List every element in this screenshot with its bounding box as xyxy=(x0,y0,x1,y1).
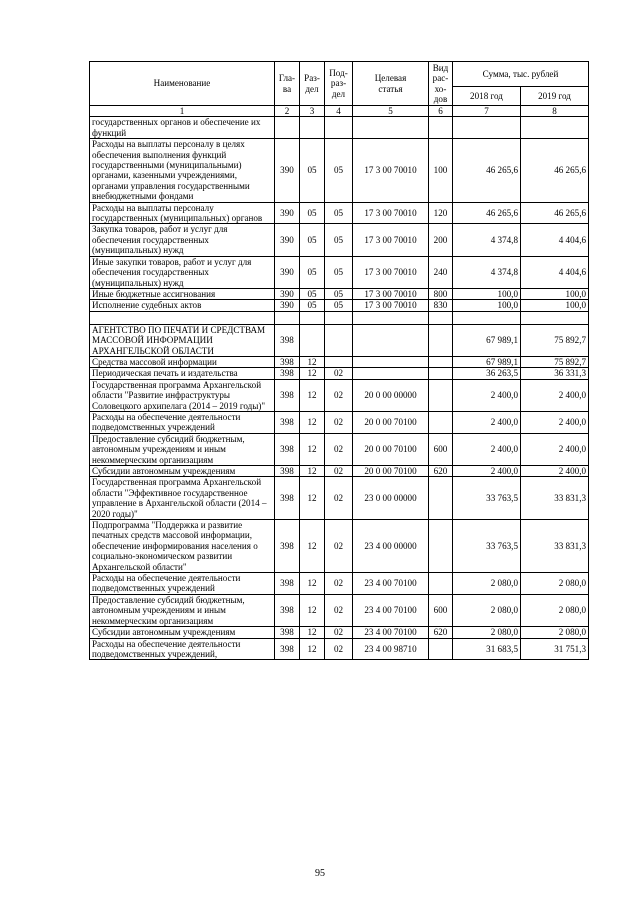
header-name: Наименование xyxy=(90,62,275,106)
podrazdel-cell xyxy=(325,356,353,367)
target-cell: 23 4 00 98710 xyxy=(353,638,429,660)
sum-2019-cell: 2 080,0 xyxy=(521,573,589,595)
glava-cell: 398 xyxy=(275,573,300,595)
row-name: Подпрограмма "Поддержка и развитие печатных средств массовой информации, обеспечение информирования населения о социально-экономическом развитии Архангельской области" xyxy=(90,520,275,573)
razdel-cell: 05 xyxy=(300,300,325,311)
sum-2019-cell: 2 080,0 xyxy=(521,627,589,638)
row-name: государственных органов и обеспечение их функций xyxy=(90,117,275,139)
row-name: Периодическая печать и издательства xyxy=(90,368,275,379)
header-podrazdel: Под- раз- дел xyxy=(325,62,353,106)
target-cell: 20 0 00 70100 xyxy=(353,466,429,477)
razdel-cell: 12 xyxy=(300,368,325,379)
sum-2018-cell: 67 989,1 xyxy=(453,324,521,356)
razdel-cell: 12 xyxy=(300,433,325,465)
sum-2019-cell: 36 331,3 xyxy=(521,368,589,379)
glava-cell: 398 xyxy=(275,411,300,433)
row-name: Расходы на обеспечение деятельности подведомственных учреждений xyxy=(90,573,275,595)
glava-cell: 390 xyxy=(275,139,300,202)
vid-cell: 120 xyxy=(429,202,453,224)
column-index: 6 xyxy=(429,106,453,117)
vid-cell xyxy=(429,356,453,367)
sum-2018-cell: 33 763,5 xyxy=(453,477,521,520)
glava-cell: 390 xyxy=(275,202,300,224)
sum-2018-cell: 2 080,0 xyxy=(453,573,521,595)
glava-cell: 398 xyxy=(275,433,300,465)
razdel-cell: 12 xyxy=(300,411,325,433)
sum-2019-cell xyxy=(521,311,589,324)
sum-2019-cell: 2 400,0 xyxy=(521,411,589,433)
vid-cell xyxy=(429,117,453,139)
razdel-cell: 05 xyxy=(300,224,325,256)
target-cell: 23 4 00 00000 xyxy=(353,520,429,573)
podrazdel-cell: 05 xyxy=(325,300,353,311)
sum-2018-cell: 46 265,6 xyxy=(453,139,521,202)
row-name: Закупка товаров, работ и услуг для обеспечения государственных (муниципальных) нужд xyxy=(90,224,275,256)
razdel-cell: 12 xyxy=(300,573,325,595)
sum-2018-cell: 100,0 xyxy=(453,300,521,311)
table-row xyxy=(90,520,589,573)
target-cell xyxy=(353,324,429,356)
target-cell xyxy=(353,117,429,139)
sum-2019-cell: 4 404,6 xyxy=(521,224,589,256)
razdel-cell: 05 xyxy=(300,202,325,224)
sum-2019-cell: 4 404,6 xyxy=(521,256,589,288)
vid-cell xyxy=(429,477,453,520)
vid-cell: 620 xyxy=(429,627,453,638)
sum-2018-cell: 2 080,0 xyxy=(453,594,521,626)
target-cell xyxy=(353,311,429,324)
table-row xyxy=(90,224,589,256)
podrazdel-cell: 05 xyxy=(325,288,353,299)
sum-2019-cell: 100,0 xyxy=(521,300,589,311)
glava-cell: 398 xyxy=(275,379,300,411)
row-name: Государственная программа Архангельской области "Развитие инфраструктуры Соловецкого архипелага (2014 – 2019 годы)" xyxy=(90,379,275,411)
podrazdel-cell: 02 xyxy=(325,627,353,638)
column-index: 5 xyxy=(353,106,429,117)
glava-cell: 398 xyxy=(275,324,300,356)
vid-cell: 100 xyxy=(429,139,453,202)
sum-2018-cell: 2 400,0 xyxy=(453,379,521,411)
glava-cell: 398 xyxy=(275,627,300,638)
sum-2019-cell: 46 265,6 xyxy=(521,202,589,224)
sum-2019-cell: 75 892,7 xyxy=(521,356,589,367)
row-name: Расходы на обеспечение деятельности подведомственных учреждений, xyxy=(90,638,275,660)
column-index: 8 xyxy=(521,106,589,117)
glava-cell: 398 xyxy=(275,477,300,520)
target-cell: 17 3 00 70010 xyxy=(353,139,429,202)
sum-2019-cell: 33 831,3 xyxy=(521,520,589,573)
vid-cell: 240 xyxy=(429,256,453,288)
column-index: 4 xyxy=(325,106,353,117)
table-row xyxy=(90,139,589,202)
glava-cell: 390 xyxy=(275,256,300,288)
header-year-2019: 2019 год xyxy=(521,87,589,106)
podrazdel-cell: 02 xyxy=(325,411,353,433)
row-name: Предоставление субсидий бюджетным, автономным учреждениям и иным некоммерческим организациям xyxy=(90,433,275,465)
vid-cell xyxy=(429,379,453,411)
table-row xyxy=(90,117,589,139)
podrazdel-cell xyxy=(325,311,353,324)
sum-2019-cell: 2 400,0 xyxy=(521,379,589,411)
target-cell: 23 4 00 70100 xyxy=(353,627,429,638)
sum-2018-cell xyxy=(453,311,521,324)
razdel-cell xyxy=(300,311,325,324)
sum-2018-cell: 100,0 xyxy=(453,288,521,299)
column-index: 3 xyxy=(300,106,325,117)
table-row xyxy=(90,466,589,477)
razdel-cell: 12 xyxy=(300,627,325,638)
row-name: Иные бюджетные ассигнования xyxy=(90,288,275,299)
row-name: Расходы на обеспечение деятельности подведомственных учреждений xyxy=(90,411,275,433)
sum-2019-cell: 31 751,3 xyxy=(521,638,589,660)
glava-cell: 398 xyxy=(275,638,300,660)
razdel-cell: 05 xyxy=(300,139,325,202)
target-cell: 17 3 00 70010 xyxy=(353,288,429,299)
podrazdel-cell: 05 xyxy=(325,224,353,256)
section-row xyxy=(90,324,589,356)
sum-2019-cell: 2 400,0 xyxy=(521,466,589,477)
table-row xyxy=(90,256,589,288)
sum-2018-cell: 36 263,5 xyxy=(453,368,521,379)
glava-cell xyxy=(275,311,300,324)
vid-cell xyxy=(429,324,453,356)
sum-2018-cell: 2 400,0 xyxy=(453,466,521,477)
razdel-cell: 12 xyxy=(300,638,325,660)
sum-2018-cell: 46 265,6 xyxy=(453,202,521,224)
razdel-cell: 05 xyxy=(300,288,325,299)
razdel-cell xyxy=(300,117,325,139)
target-cell: 17 3 00 70010 xyxy=(353,300,429,311)
table-body xyxy=(90,106,589,660)
podrazdel-cell: 05 xyxy=(325,256,353,288)
row-name xyxy=(90,311,275,324)
podrazdel-cell: 02 xyxy=(325,594,353,626)
sum-2018-cell: 33 763,5 xyxy=(453,520,521,573)
glava-cell: 390 xyxy=(275,224,300,256)
blank-row xyxy=(90,311,589,324)
podrazdel-cell: 05 xyxy=(325,202,353,224)
glava-cell: 398 xyxy=(275,594,300,626)
target-cell: 20 0 00 70100 xyxy=(353,433,429,465)
sum-2019-cell: 33 831,3 xyxy=(521,477,589,520)
razdel-cell: 12 xyxy=(300,379,325,411)
vid-cell xyxy=(429,638,453,660)
column-index-row xyxy=(90,106,589,117)
target-cell: 23 4 00 70100 xyxy=(353,594,429,626)
podrazdel-cell: 02 xyxy=(325,368,353,379)
vid-cell: 800 xyxy=(429,288,453,299)
header-year-2018: 2018 год xyxy=(453,87,521,106)
sum-2018-cell: 4 374,8 xyxy=(453,224,521,256)
vid-cell: 600 xyxy=(429,433,453,465)
glava-cell: 390 xyxy=(275,288,300,299)
glava-cell: 398 xyxy=(275,466,300,477)
page-number: 95 xyxy=(315,868,325,879)
column-index: 2 xyxy=(275,106,300,117)
target-cell: 23 4 00 70100 xyxy=(353,573,429,595)
podrazdel-cell: 02 xyxy=(325,573,353,595)
sum-2018-cell: 31 683,5 xyxy=(453,638,521,660)
target-cell xyxy=(353,356,429,367)
vid-cell xyxy=(429,520,453,573)
glava-cell: 398 xyxy=(275,520,300,573)
podrazdel-cell: 02 xyxy=(325,433,353,465)
header-sum: Сумма, тыс. рублей xyxy=(453,62,589,87)
row-name: АГЕНТСТВО ПО ПЕЧАТИ И СРЕДСТВАМ МАССОВОЙ ИНФОРМАЦИИ АРХАНГЕЛЬСКОЙ ОБЛАСТИ xyxy=(90,324,275,356)
table-row xyxy=(90,627,589,638)
vid-cell: 600 xyxy=(429,594,453,626)
column-index: 7 xyxy=(453,106,521,117)
row-name: Государственная программа Архангельской области "Эффективное государственное управление в Архангельской области (2014 – 2020 годы)" xyxy=(90,477,275,520)
sum-2018-cell: 2 400,0 xyxy=(453,411,521,433)
row-name: Исполнение судебных актов xyxy=(90,300,275,311)
header-glava: Гла- ва xyxy=(275,62,300,106)
podrazdel-cell: 02 xyxy=(325,379,353,411)
table-row xyxy=(90,477,589,520)
sum-2018-cell: 2 400,0 xyxy=(453,433,521,465)
header-vid: Вид рас- хо- дов xyxy=(429,62,453,106)
target-cell: 17 3 00 70010 xyxy=(353,256,429,288)
razdel-cell: 12 xyxy=(300,356,325,367)
table-row xyxy=(90,202,589,224)
column-index: 1 xyxy=(90,106,275,117)
sum-2019-cell: 2 400,0 xyxy=(521,433,589,465)
table-row xyxy=(90,433,589,465)
razdel-cell: 05 xyxy=(300,256,325,288)
podrazdel-cell: 02 xyxy=(325,638,353,660)
sum-2019-cell: 2 080,0 xyxy=(521,594,589,626)
sum-2018-cell: 67 989,1 xyxy=(453,356,521,367)
table-row xyxy=(90,368,589,379)
razdel-cell: 12 xyxy=(300,520,325,573)
glava-cell: 398 xyxy=(275,368,300,379)
row-name: Расходы на выплаты персоналу в целях обеспечения выполнения функций государственными (муниципальными) органами, казенными учреждениями, органами управления государственными внебюджетными фондами xyxy=(90,139,275,202)
razdel-cell: 12 xyxy=(300,477,325,520)
target-cell: 23 0 00 00000 xyxy=(353,477,429,520)
table-row xyxy=(90,300,589,311)
vid-cell xyxy=(429,573,453,595)
header-target: Целевая статья xyxy=(353,62,429,106)
target-cell: 20 0 00 70100 xyxy=(353,411,429,433)
table-row xyxy=(90,356,589,367)
sum-2019-cell: 100,0 xyxy=(521,288,589,299)
glava-cell xyxy=(275,117,300,139)
row-name: Предоставление субсидий бюджетным, автономным учреждениям и иным некоммерческим организациям xyxy=(90,594,275,626)
podrazdel-cell: 02 xyxy=(325,477,353,520)
target-cell: 17 3 00 70010 xyxy=(353,224,429,256)
table-row xyxy=(90,638,589,660)
vid-cell: 830 xyxy=(429,300,453,311)
podrazdel-cell xyxy=(325,117,353,139)
row-name: Иные закупки товаров, работ и услуг для обеспечения государственных (муниципальных) нужд xyxy=(90,256,275,288)
vid-cell: 200 xyxy=(429,224,453,256)
row-name: Субсидии автономным учреждениям xyxy=(90,466,275,477)
sum-2018-cell: 4 374,8 xyxy=(453,256,521,288)
razdel-cell xyxy=(300,324,325,356)
sum-2018-cell xyxy=(453,117,521,139)
podrazdel-cell xyxy=(325,324,353,356)
vid-cell: 620 xyxy=(429,466,453,477)
sum-2019-cell xyxy=(521,117,589,139)
vid-cell xyxy=(429,368,453,379)
row-name: Расходы на выплаты персоналу государственных (муниципальных) органов xyxy=(90,202,275,224)
sum-2019-cell: 75 892,7 xyxy=(521,324,589,356)
table-row xyxy=(90,288,589,299)
glava-cell: 398 xyxy=(275,356,300,367)
vid-cell xyxy=(429,411,453,433)
budget-table xyxy=(89,61,589,660)
razdel-cell: 12 xyxy=(300,594,325,626)
razdel-cell: 12 xyxy=(300,466,325,477)
podrazdel-cell: 02 xyxy=(325,466,353,477)
table-row xyxy=(90,379,589,411)
target-cell xyxy=(353,368,429,379)
vid-cell xyxy=(429,311,453,324)
glava-cell: 390 xyxy=(275,300,300,311)
row-name: Средства массовой информации xyxy=(90,356,275,367)
header-razdel: Раз- дел xyxy=(300,62,325,106)
row-name: Субсидии автономным учреждениям xyxy=(90,627,275,638)
podrazdel-cell: 02 xyxy=(325,520,353,573)
sum-2019-cell: 46 265,6 xyxy=(521,139,589,202)
table-row xyxy=(90,411,589,433)
table-row xyxy=(90,594,589,626)
podrazdel-cell: 05 xyxy=(325,139,353,202)
target-cell: 20 0 00 00000 xyxy=(353,379,429,411)
target-cell: 17 3 00 70010 xyxy=(353,202,429,224)
table-row xyxy=(90,573,589,595)
sum-2018-cell: 2 080,0 xyxy=(453,627,521,638)
